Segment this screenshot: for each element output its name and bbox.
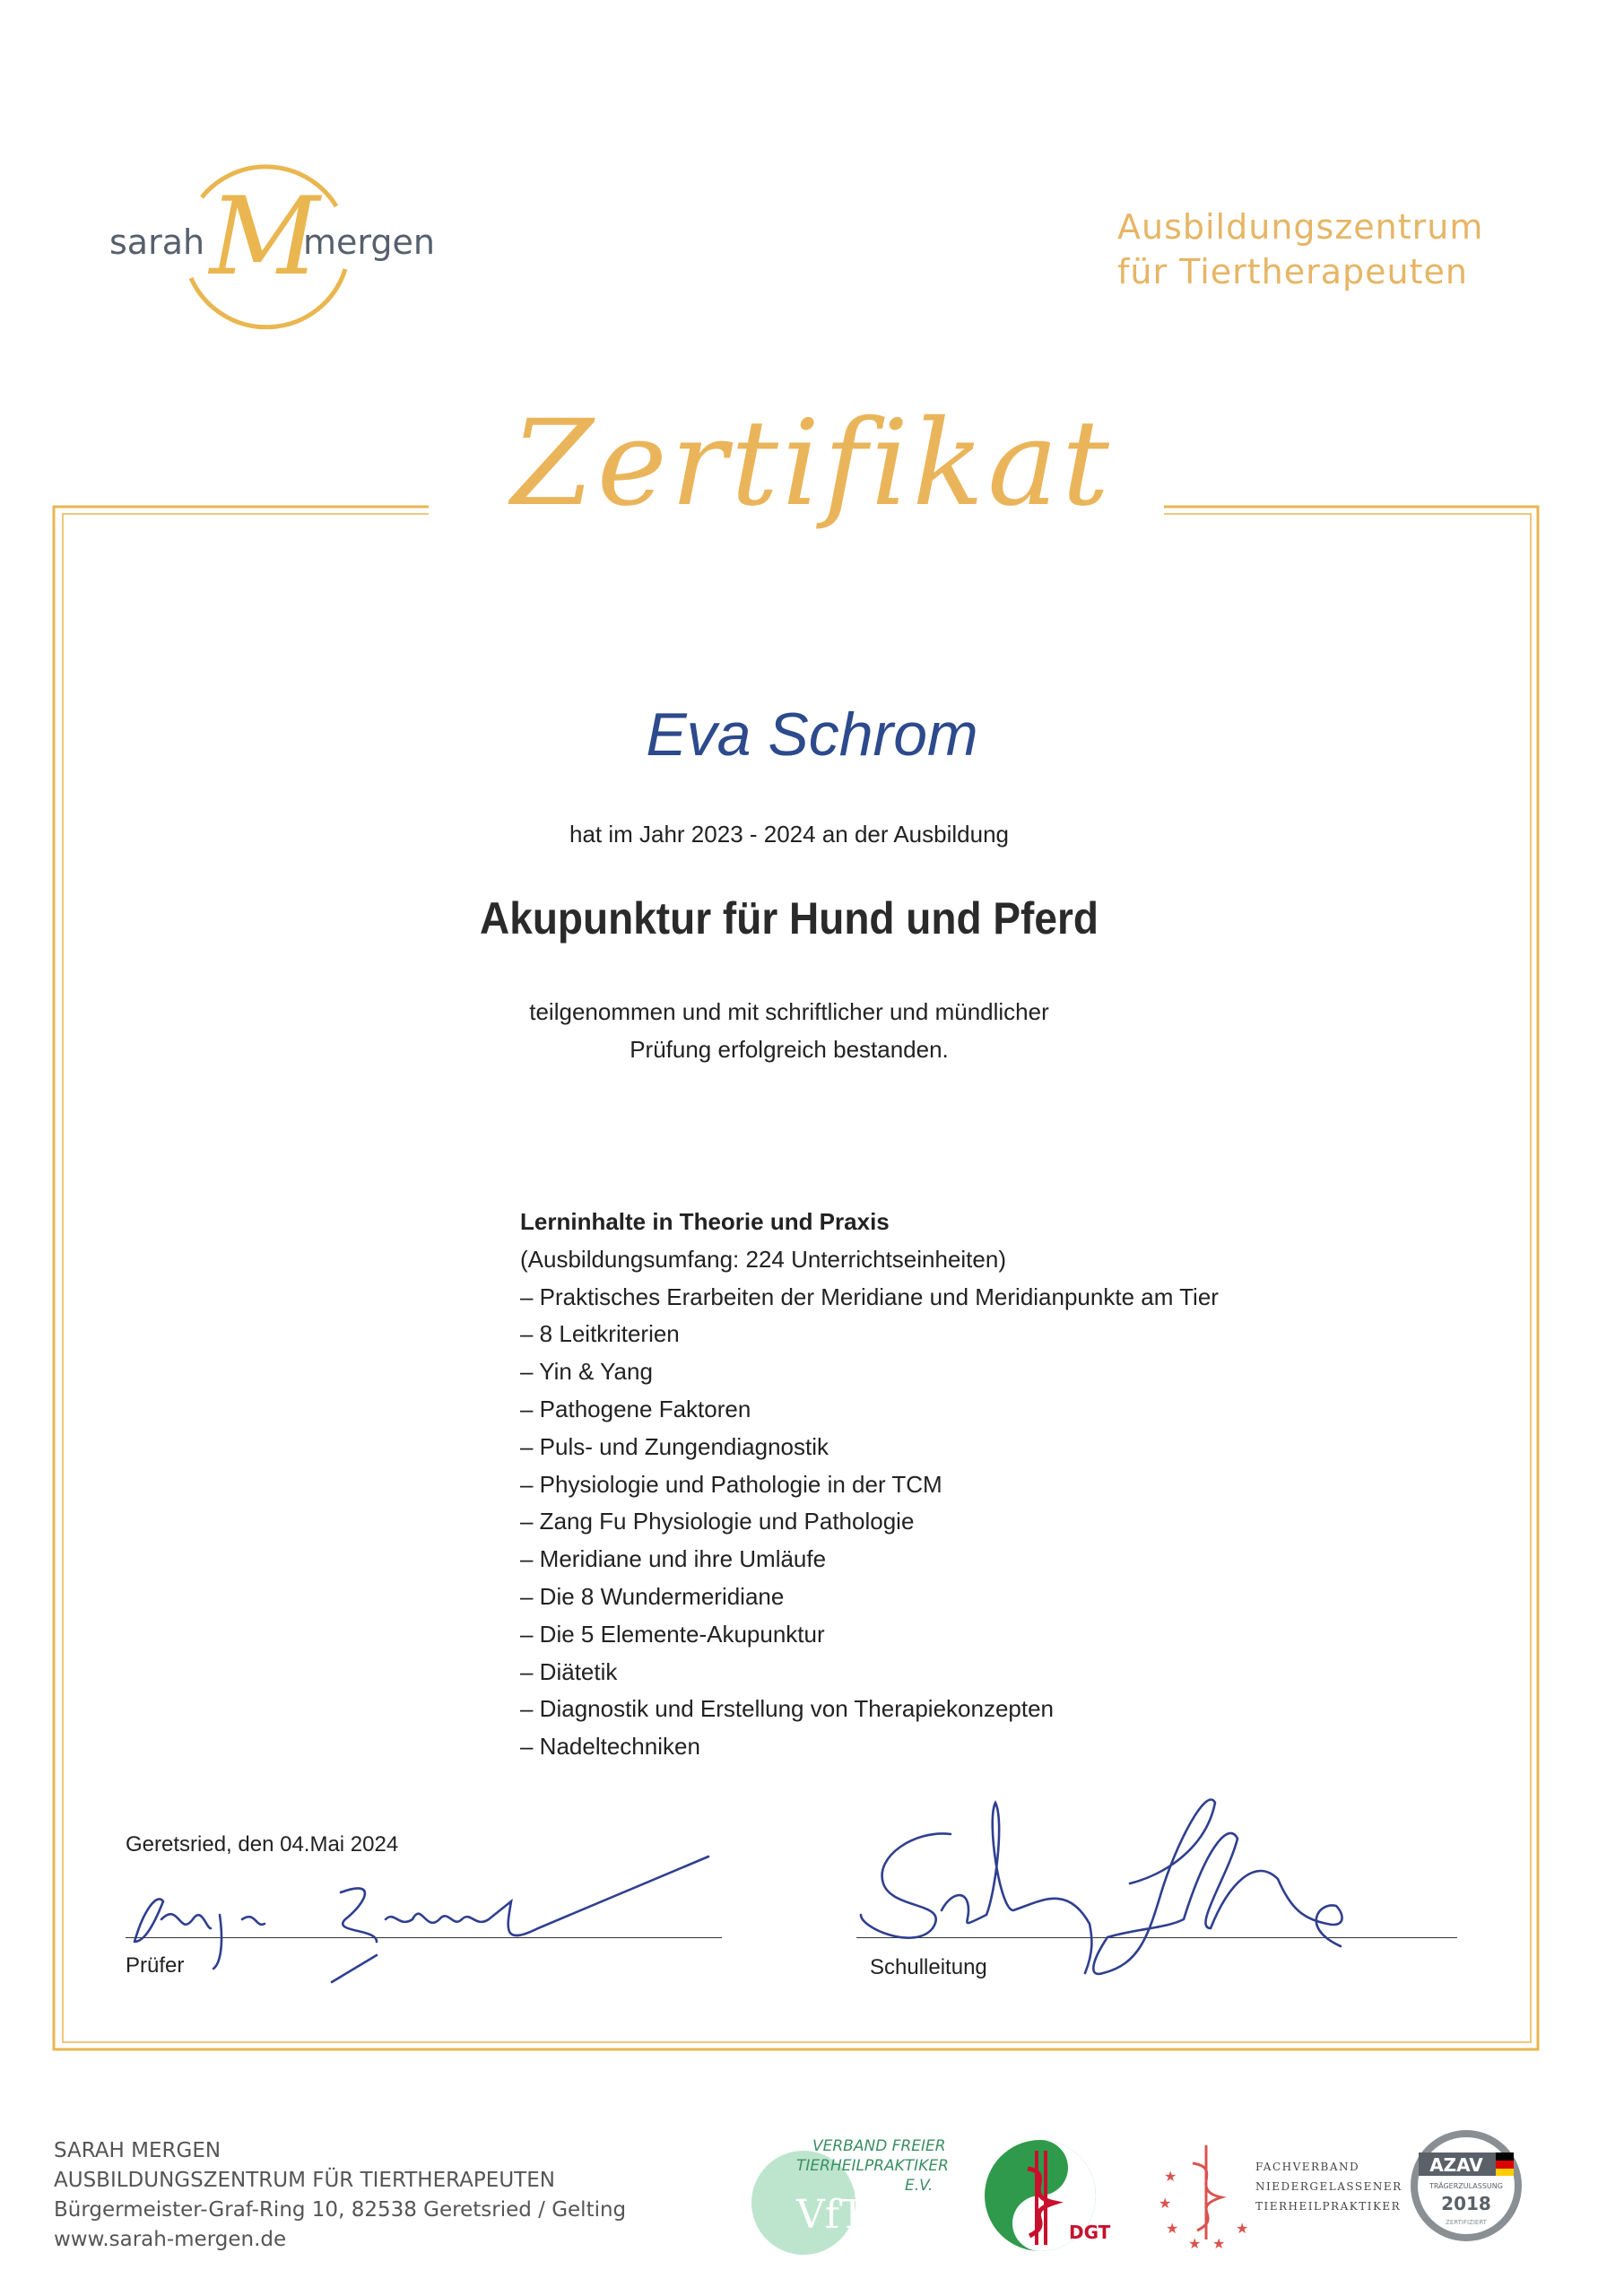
list-item: – 8 Leitkriterien [520, 1320, 680, 1348]
footer-address [54, 2136, 626, 2255]
vft-line1: VERBAND FREIER [812, 2137, 946, 2155]
dgt-logo-icon [985, 2133, 1110, 2258]
list-item: – Puls- und Zungendiagnostik [520, 1432, 829, 1460]
svg-text:★: ★ [1164, 2170, 1177, 2185]
contents-scope: (Ausbildungsumfang: 224 Unterrichtseinheiten) [520, 1245, 1006, 1273]
list-item: – Diätetik [520, 1657, 618, 1685]
place-date: Geretsried, den 04.Mai 2024 [126, 1832, 399, 1857]
vft-line3: E.V. [905, 2177, 934, 2195]
institute-line1: Ausbildungszentrum [1117, 207, 1484, 247]
list-item: – Physiologie und Pathologie in der TCM [520, 1470, 942, 1498]
azav-cert: ZERTIFIZIERT [1446, 2219, 1487, 2226]
director-signature [861, 1799, 1342, 1973]
recipient-name: Eva Schrom [646, 700, 978, 769]
institute-line2: für Tiertherapeuten [1117, 252, 1468, 291]
fnt-line1: FACHVERBAND [1255, 2161, 1360, 2173]
course-title: Akupunktur für Hund und Pferd [480, 893, 1099, 944]
dgt-mark: DGT [1069, 2222, 1111, 2243]
svg-text:★: ★ [1166, 2222, 1179, 2237]
azav-seal-icon [1408, 2127, 1524, 2244]
contents-heading: Lerninhalte in Theorie und Praxis [520, 1208, 890, 1235]
footer-line2: AUSBILDUNGSZENTRUM FÜR TIERTHERAPEUTEN [54, 2169, 555, 2192]
list-item: – Pathogene Faktoren [520, 1395, 751, 1422]
fnt-association-logo-icon [1157, 2127, 1403, 2253]
logo-word-mergen: mergen [303, 222, 435, 262]
list-item: – Nadeltechniken [520, 1733, 700, 1761]
list-item: – Praktisches Erarbeiten der Meridiane und Meridianpunkte am Tier [520, 1283, 1219, 1310]
list-item: – Yin & Yang [520, 1358, 653, 1386]
vft-mark: VfT [796, 2192, 866, 2238]
list-item: – Diagnostik und Erstellung von Therapiekonzepten [520, 1695, 1055, 1723]
fnt-line3: TIERHEILPRAKTIKER [1255, 2200, 1402, 2213]
list-item: – Die 8 Wundermeridiane [520, 1582, 785, 1610]
logo-monogram: M [209, 175, 320, 300]
result-line2: Prüfung erfolgreich bestanden. [630, 1036, 949, 1063]
examiner-signature [135, 1857, 708, 1982]
azav-sub: TRÄGERZULASSUNG [1429, 2182, 1503, 2190]
footer-line1: SARAH MERGEN [54, 2139, 221, 2162]
result-line1: teilgenommen und mit schriftlicher und mündlicher [529, 998, 1049, 1025]
footer-line3: Bürgermeister-Graf-Ring 10, 82538 Geretsried / Gelting [54, 2198, 627, 2222]
list-item: – Die 5 Elemente-Akupunktur [520, 1620, 825, 1648]
footer-line4: www.sarah-mergen.de [54, 2228, 287, 2251]
svg-text:★: ★ [1159, 2196, 1172, 2212]
certificate-title: Zertifikat [511, 395, 1113, 533]
logo-word-sarah: sarah [109, 222, 205, 262]
fnt-line2: NIEDERGELASSENER [1255, 2180, 1403, 2193]
intro-text: hat im Jahr 2023 - 2024 an der Ausbildung [569, 821, 1009, 848]
list-item: – Meridiane und ihre Umläufe [520, 1545, 827, 1573]
director-label: Schulleitung [870, 1955, 987, 1979]
svg-text:★: ★ [1212, 2237, 1226, 2252]
svg-text:★: ★ [1236, 2222, 1249, 2237]
svg-text:★: ★ [1188, 2237, 1202, 2252]
azav-title: AZAV [1429, 2154, 1483, 2176]
list-item: – Zang Fu Physiologie und Pathologie [520, 1508, 915, 1535]
vft-line2: TIERHEILPRAKTIKER [796, 2157, 949, 2175]
examiner-label: Prüfer [126, 1953, 185, 1978]
vft-association-logo-icon [750, 2131, 956, 2257]
azav-year: 2018 [1441, 2193, 1491, 2214]
